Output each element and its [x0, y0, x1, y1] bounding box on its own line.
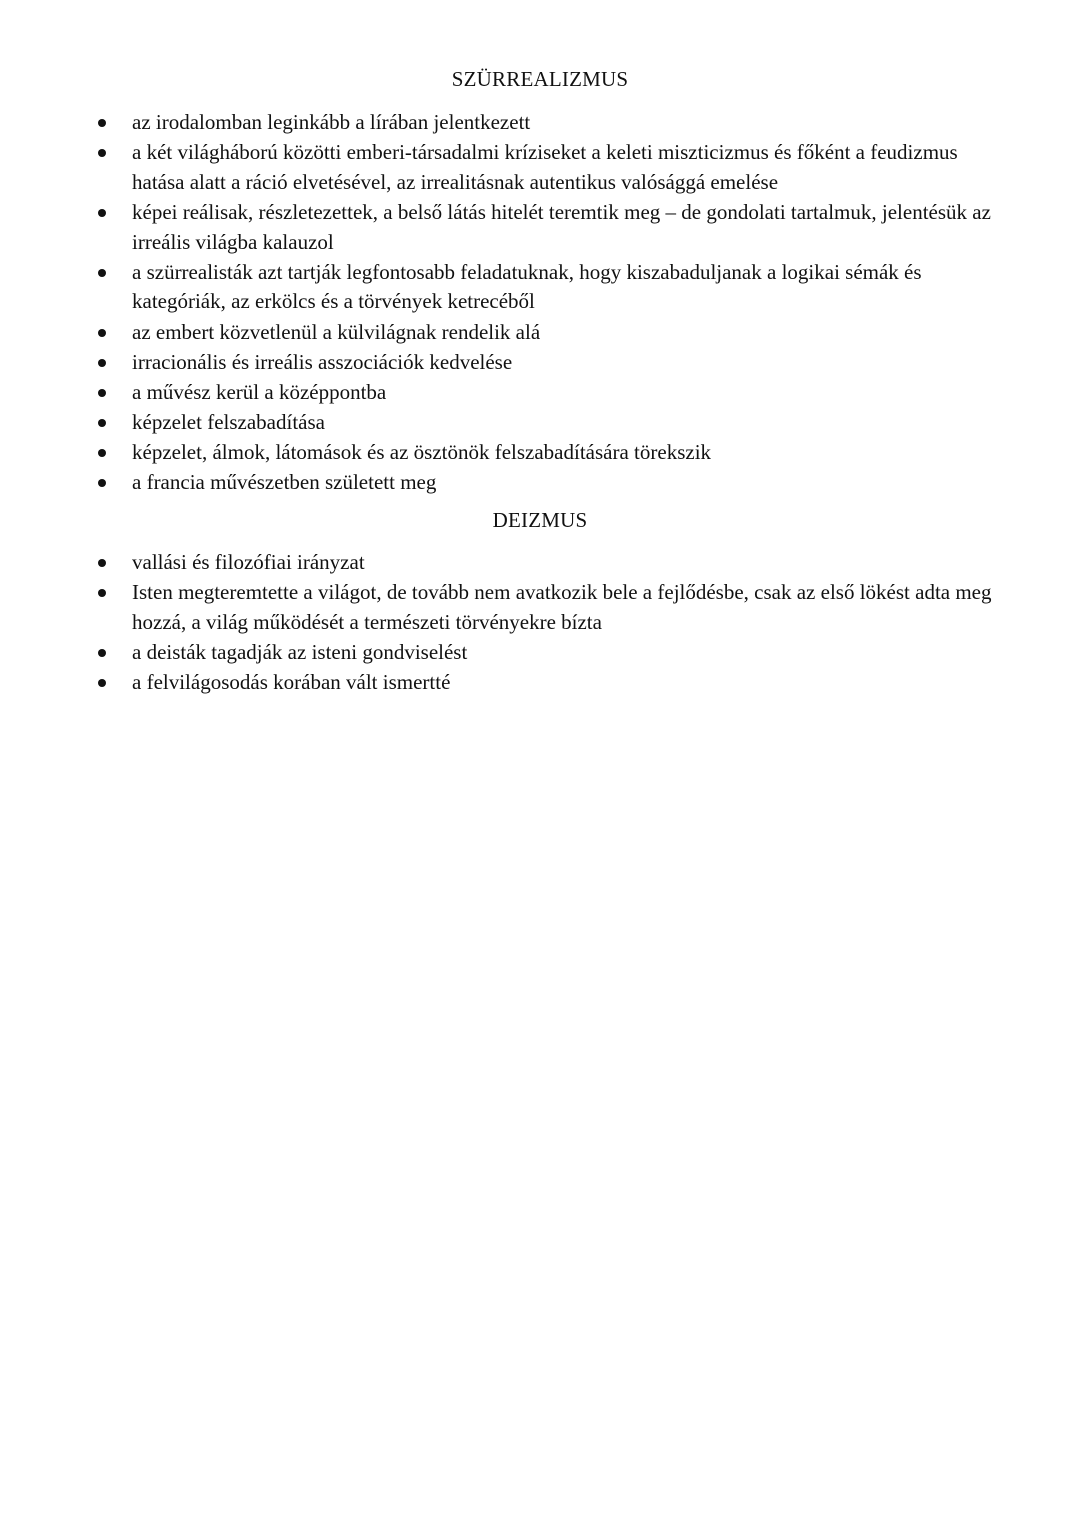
list-item-text: képzelet, álmok, látomások és az ösztönök felszabadítására törekszik: [132, 440, 712, 465]
list-item: [0, 108, 1080, 138]
bullet-icon: [98, 649, 106, 657]
list-item-text: az embert közvetlenül a külvilágnak rendelik alá: [132, 319, 541, 344]
bullet-icon: [98, 209, 106, 217]
list-item: [0, 548, 1080, 578]
list-item: [0, 318, 1080, 348]
list-item: [0, 668, 1080, 698]
bullet-icon: [98, 589, 106, 597]
list-item: [0, 378, 1080, 408]
deizmus-list: [0, 548, 1080, 698]
list-item-text: képei reálisak, részletezettek, a belső látás hitelét teremtik meg – de gondolati tartalmuk, jelentésük az irreális világba kalauzol: [132, 199, 991, 254]
list-item-text: a művész kerül a középpontba: [132, 379, 387, 404]
section-title-deizmus: DEIZMUS: [492, 508, 588, 532]
list-item: [0, 258, 1080, 317]
list-item-text: a felvilágosodás korában vált ismertté: [132, 670, 451, 695]
list-item: [0, 138, 1080, 197]
bullet-icon: [98, 359, 106, 367]
list-item: [0, 198, 1080, 257]
bullet-icon: [98, 559, 106, 567]
bullet-icon: [98, 119, 106, 127]
list-item-text: a két világháború közötti emberi-társadalmi kríziseket a keleti miszticizmus és főként a feudizmus hatása alatt a ráció elvetésével, az irrealitásnak autentikus valósággá emelése: [132, 140, 958, 194]
list-item-text: a szürrealisták azt tartják legfontosabb feladatuknak, hogy kiszabaduljanak a logikai sémák és kategóriák, az erkölcs és a törvények ketrecéből: [132, 259, 922, 314]
list-item-text: a deisták tagadják az isteni gondviselést: [132, 639, 468, 664]
list-item-text: képzelet felszabadítása: [132, 410, 325, 435]
bullet-icon: [98, 329, 106, 337]
list-item: [0, 408, 1080, 438]
bullet-icon: [98, 479, 106, 487]
list-item-text: Isten megteremtette a világot, de tovább nem avatkozik bele a fejlődésbe, csak az első lökést adta meg hozzá, a világ működését a természeti törvényekre bízta: [132, 580, 992, 634]
list-item: [0, 638, 1080, 668]
list-item: [0, 468, 1080, 498]
bullet-icon: [98, 419, 106, 427]
bullet-icon: [98, 149, 106, 157]
bullet-icon: [98, 389, 106, 397]
szurrealizmus-list: [0, 108, 1080, 499]
list-item-text: a francia művészetben született meg: [132, 470, 437, 495]
bullet-icon: [98, 679, 106, 687]
list-item-text: az irodalomban leginkább a lírában jelentkezett: [132, 110, 531, 134]
list-item: [0, 578, 1080, 637]
list-item-text: irracionális és irreális asszociációk kedvelése: [132, 349, 513, 374]
list-item: [0, 348, 1080, 378]
section-title-szurrealizmus: SZÜRREALIZMUS: [451, 67, 629, 91]
list-item-text: vallási és filozófiai irányzat: [132, 550, 365, 574]
bullet-icon: [98, 449, 106, 457]
list-item: [0, 438, 1080, 468]
bullet-icon: [98, 269, 106, 277]
